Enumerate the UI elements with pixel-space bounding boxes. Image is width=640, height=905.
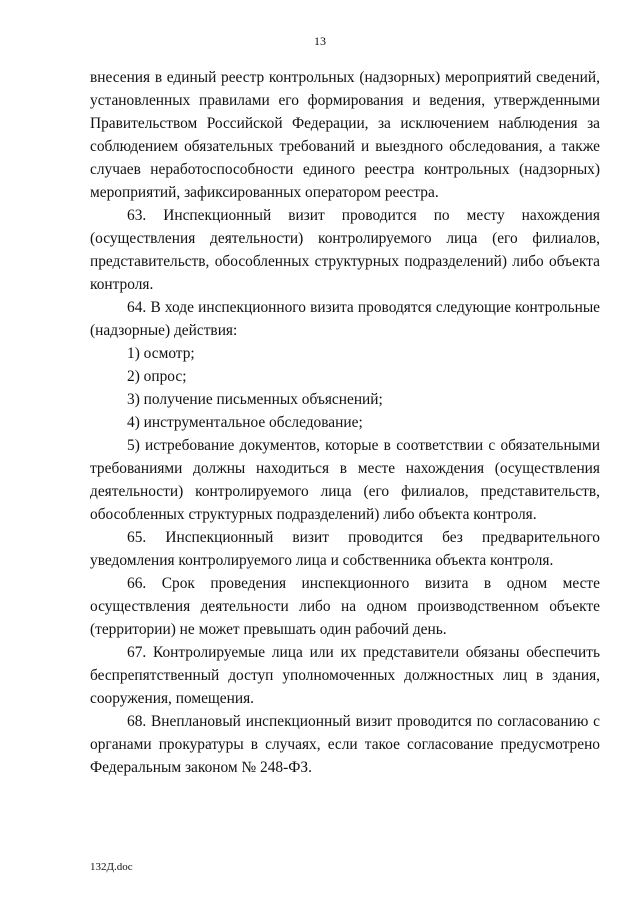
page-number: 13: [314, 34, 326, 48]
paragraph-68: 68. Внеплановый инспекционный визит проводится по согласованию с органами прокуратуры в случаях, если такое согласование предусмотрено Федеральным законом № 248-ФЗ.: [90, 713, 600, 776]
document-body: [90, 66, 600, 779]
list-item: 3) получение письменных объяснений;: [127, 391, 383, 408]
footer-filename: 132Д.doc: [90, 861, 133, 873]
paragraph-67: 67. Контролируемые лица или их представители обязаны обеспечить беспрепятственный доступ уполномоченных должностных лиц в здания, сооружения, помещения.: [90, 644, 600, 707]
list-item: 5) истребование документов, которые в соответствии с обязательными требованиями должны находиться в месте нахождения (осуществления деятельности) контролируемого лица (его филиалов, представительств, обособленных структурных подразделений) либо объекта контроля.: [90, 437, 600, 523]
paragraph-66: 66. Срок проведения инспекционного визита в одном месте осуществления деятельности либо на одном производственном объекте (территории) не может превышать один рабочий день.: [90, 575, 600, 638]
list-item: 1) осмотр;: [127, 345, 195, 362]
paragraph-65: 65. Инспекционный визит проводится без предварительного уведомления контролируемого лица и собственника объекта контроля.: [90, 529, 600, 569]
list-item: 4) инструментальное обследование;: [127, 414, 363, 431]
paragraph-64: 64. В ходе инспекционного визита проводятся следующие контрольные (надзорные) действия:: [90, 299, 600, 339]
paragraph-continuation: внесения в единый реестр контрольных (надзорных) мероприятий сведений, установленных правилами его формирования и ведения, утвержденными Правительством Российской Федерации, за исключением наблюдения за соблюдением обязательных требований и выездного обследования, а также случаев неработоспособности единого реестра контрольных (надзорных) мероприятий, зафиксированных оператором реестра.: [90, 69, 600, 201]
paragraph-63: 63. Инспекционный визит проводится по месту нахождения (осуществления деятельности) контролируемого лица (его филиалов, представительств, обособленных структурных подразделений) либо объекта контроля.: [90, 207, 600, 293]
list-item: 2) опрос;: [127, 368, 187, 385]
